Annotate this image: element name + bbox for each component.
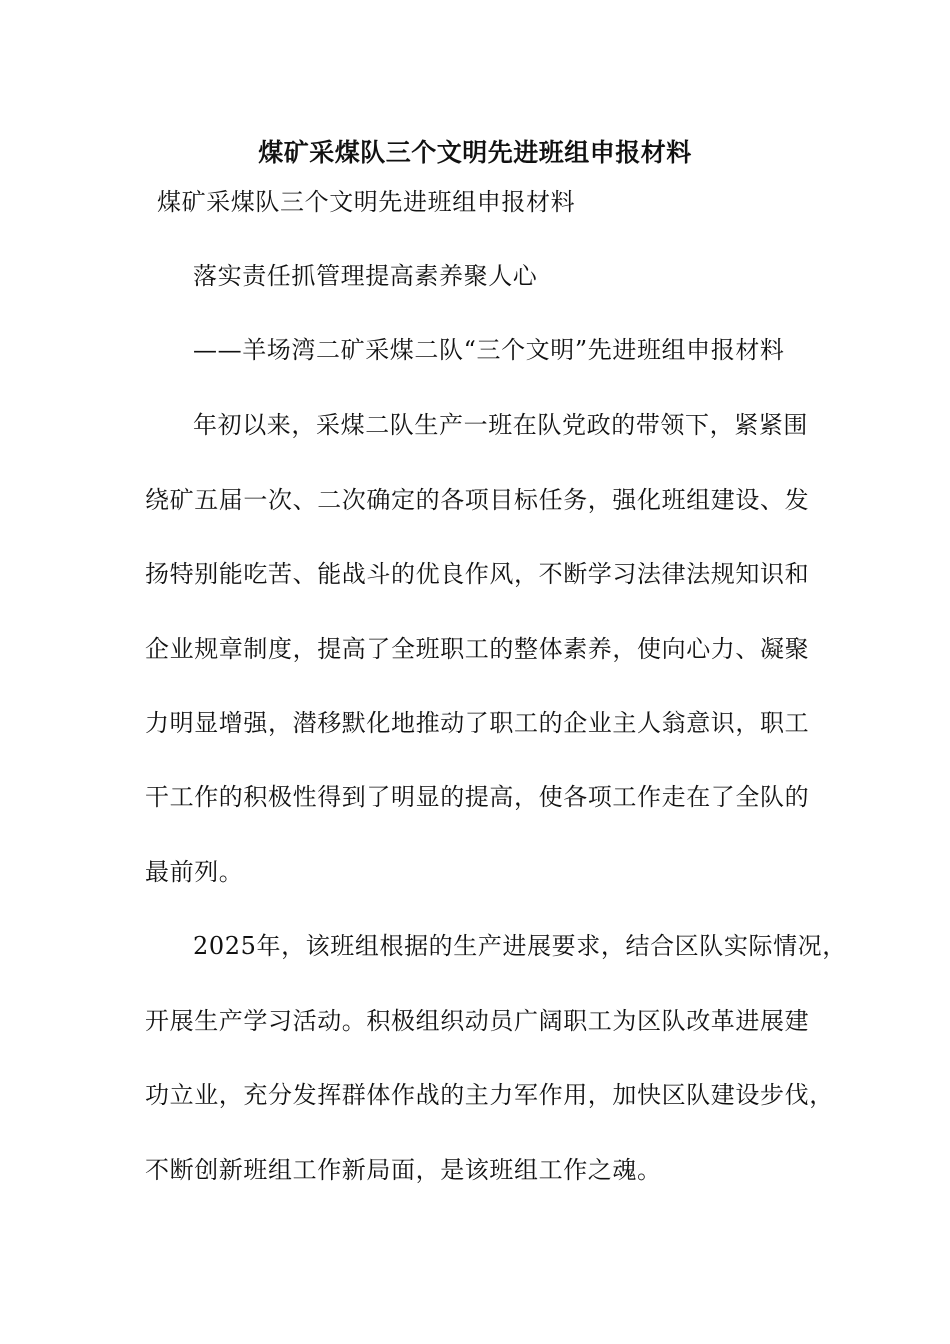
paragraph2-line: 2025年，该班组根据的生产进展要求，结合区队实际情况， — [193, 932, 847, 960]
paragraph1-line: 力明显增强，潜移默化地推动了职工的企业主人翁意识，职工 — [145, 709, 810, 737]
paragraph1-line: 干工作的积极性得到了明显的提高，使各项工作走在了全队的 — [145, 783, 810, 811]
paragraph1-line: 最前列。 — [145, 858, 244, 886]
document-subtitle: 煤矿采煤队三个文明先进班组申报材料 — [157, 188, 576, 216]
paragraph1-line: 年初以来，采煤二队生产一班在队党政的带领下，紧紧围 — [193, 411, 808, 439]
section-heading: 落实责任抓管理提高素养聚人心 — [193, 262, 538, 290]
byline: ——羊场湾二矿采煤二队“三个文明”先进班组申报材料 — [193, 336, 785, 364]
document-title: 煤矿采煤队三个文明先进班组申报材料 — [258, 138, 692, 167]
paragraph1-line: 绕矿五届一次、二次确定的各项目标任务，强化班组建设、发 — [145, 486, 810, 514]
paragraph2-line: 功立业，充分发挥群体作战的主力军作用，加快区队建设步伐， — [145, 1081, 834, 1109]
paragraph1-line: 扬特别能吃苦、能战斗的优良作风，不断学习法律法规知识和 — [145, 560, 810, 588]
paragraph1-line: 企业规章制度，提高了全班职工的整体素养，使向心力、凝聚 — [145, 635, 810, 663]
paragraph2-line: 开展生产学习活动。积极组织动员广阔职工为区队改革进展建 — [145, 1007, 810, 1035]
paragraph2-line: 不断创新班组工作新局面，是该班组工作之魂。 — [145, 1156, 662, 1184]
